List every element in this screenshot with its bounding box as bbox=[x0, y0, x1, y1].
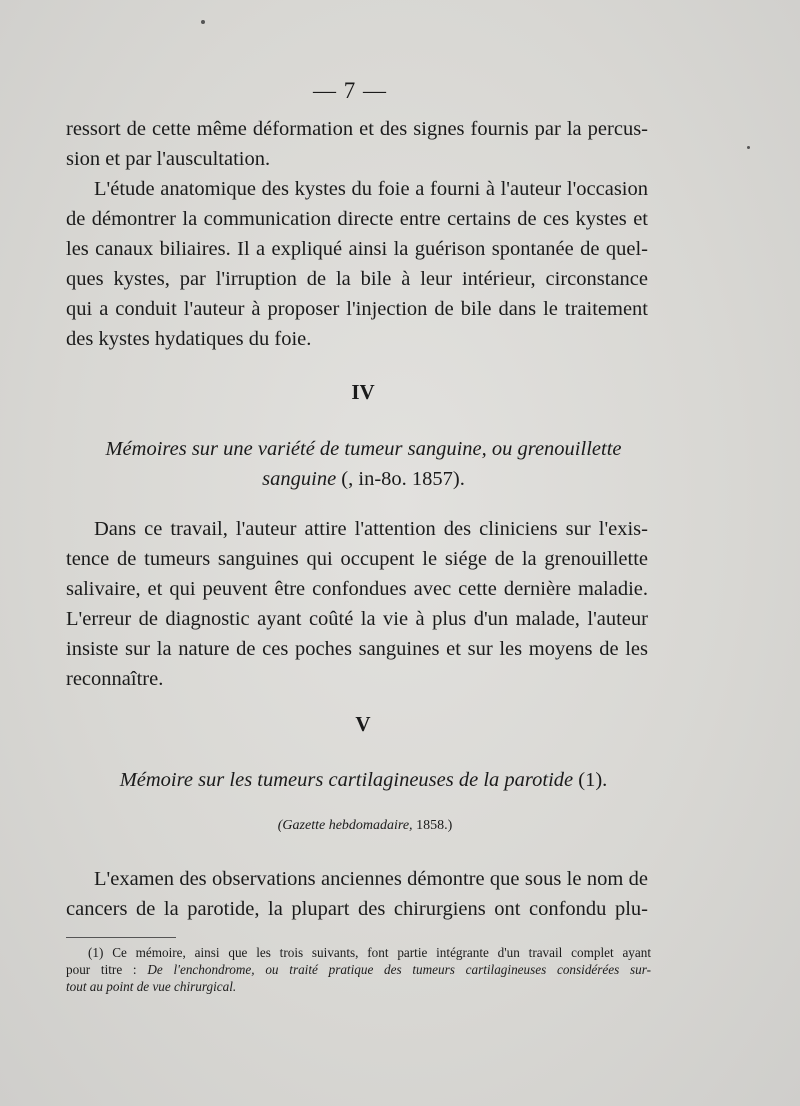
text-line: tence de tumeurs sanguines qui occupent le siége de la grenouillette bbox=[66, 548, 648, 570]
section-iv-title-rest: (, in-8o. 1857). bbox=[336, 468, 465, 490]
ink-speck bbox=[747, 146, 750, 149]
text-line: cancers de la parotide, la plupart des chirurgiens ont confondu plu- bbox=[66, 898, 648, 920]
section-v-paragraph bbox=[66, 864, 648, 924]
footnote-italic-title-end: tout au point de vue chirurgical. bbox=[66, 979, 237, 994]
text-line: qui a conduit l'auteur à proposer l'injection de bile dans le traitement bbox=[66, 298, 648, 320]
text-line: reconnaître. bbox=[66, 668, 164, 690]
text-line: Dans ce travail, l'auteur attire l'attention des cliniciens sur l'exis- bbox=[94, 518, 648, 540]
text-line: ressort de cette même déformation et des signes fournis par la percus- bbox=[66, 118, 648, 140]
section-iv-title bbox=[66, 434, 661, 494]
footnote-line bbox=[66, 961, 651, 978]
text-line: les canaux biliaires. Il a expliqué ainsi la guérison spontanée de quel- bbox=[66, 238, 648, 260]
page-number: — 7 — bbox=[313, 78, 387, 103]
text-line: ques kystes, par l'irruption de la bile à leur intérieur, circonstance bbox=[66, 268, 648, 290]
text-line: sion et par l'auscultation. bbox=[66, 148, 271, 170]
text-line: L'examen des observations anciennes démontre que sous le nom de bbox=[94, 868, 648, 890]
section-v-title-italic: Mémoire sur les tumeurs cartilagineuses de la parotide bbox=[119, 769, 574, 791]
section-iv-title-line1: Mémoires sur une variété de tumeur sanguine, ou grenouillette bbox=[105, 438, 622, 460]
source-year: 1858.) bbox=[412, 818, 453, 833]
intro-paragraph bbox=[66, 114, 648, 174]
source-journal: (Gazette hebdomadaire, bbox=[277, 818, 413, 833]
footnote-prefix: pour titre : bbox=[66, 962, 148, 977]
section-v-numeral: V bbox=[355, 712, 371, 736]
footnote-divider bbox=[66, 937, 176, 938]
text-line: insiste sur la nature de ces poches sanguines et sur les moyens de les bbox=[66, 638, 648, 660]
text-line: L'erreur de diagnostic ayant coûté la vie à plus d'un malade, l'auteur bbox=[66, 608, 648, 630]
section-v-title-rest: (1). bbox=[573, 769, 608, 791]
kystes-paragraph bbox=[66, 174, 648, 354]
footnote bbox=[66, 944, 651, 995]
section-iv-numeral: IV bbox=[351, 380, 375, 404]
section-iv-paragraph bbox=[66, 514, 648, 694]
section-iv-title-italic: sanguine bbox=[262, 468, 337, 490]
ink-speck bbox=[201, 20, 205, 24]
footnote-line bbox=[66, 978, 651, 995]
text-line: des kystes hydatiques du foie. bbox=[66, 328, 312, 350]
section-v-source bbox=[0, 818, 730, 834]
footnote-line: (1) Ce mémoire, ainsi que les trois suivants, font partie intégrante d'un travail complet ayant bbox=[88, 945, 651, 960]
text-line: de démontrer la communication directe entre certains de ces kystes et bbox=[66, 208, 648, 230]
text-line: L'étude anatomique des kystes du foie a fourni à l'auteur l'occasion bbox=[94, 178, 648, 200]
section-v-title bbox=[66, 765, 661, 795]
footnote-italic-title: De l'enchondrome, ou traité pratique des tumeurs cartilagineuses considérées sur- bbox=[147, 962, 651, 977]
text-line: salivaire, et qui peuvent être confondues avec cette dernière maladie. bbox=[66, 578, 648, 600]
